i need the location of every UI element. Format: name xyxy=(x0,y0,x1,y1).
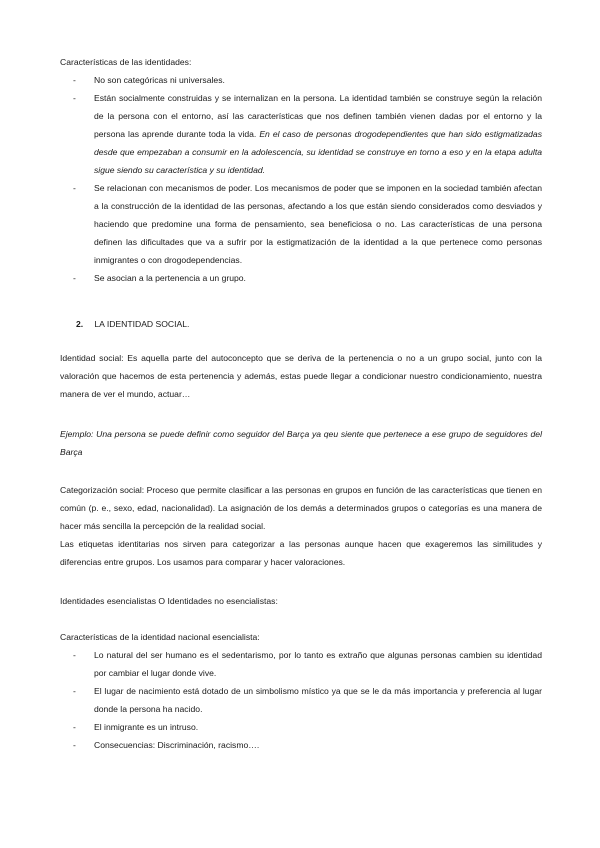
list-item-text: Se relacionan con mecanismos de poder. Los mecanismos de poder que se imponen en la sociedad también afectan a la construcción de la identidad de las personas, afectando a los que están siendo considerados como desviados y haciendo que predomine una forma de pensamiento, sea beneficiosa o no. Las características de una persona definen las dificultades que va a sufrir por la estigmatización de la identidad a la que pertenece como personas inmigrantes o con drogodependencias. xyxy=(94,183,542,265)
section-heading xyxy=(60,315,542,333)
list-item-text: Consecuencias: Discriminación, racismo…. xyxy=(94,740,260,750)
categorizacion-paragraph xyxy=(60,481,542,571)
section-title: Características de las identidades: xyxy=(60,57,192,67)
list-item xyxy=(60,682,542,718)
list-item-example: En el caso de personas drogodependientes que han sido estigmatizadas desde que empezaban a consumir en la adolescencia, su identidad se construye en torno a eso y en la etapa adulta sigue siendo su característica y su identidad. xyxy=(94,129,542,175)
list-item xyxy=(60,89,542,179)
example-text: Ejemplo: Una persona se puede definir como seguidor del Barça ya qeu siente que pertenece a ese grupo de seguidores del Barça xyxy=(60,429,542,457)
list-item xyxy=(60,179,542,269)
list-item xyxy=(60,71,542,89)
example-paragraph xyxy=(60,425,542,461)
list-item xyxy=(60,646,542,682)
list-item-text: Están socialmente construidas y se internalizan en la persona. La identidad también se construye según la relación de la persona con el entorno, así las características que nos definen también vienen dadas por el entorno y la persona las aprende durante toda la vida. xyxy=(94,93,542,139)
section-title: Características de la identidad nacional esencialista: xyxy=(60,632,260,642)
section-number: 2. xyxy=(76,319,84,329)
nacional-section xyxy=(60,628,542,754)
paragraph-text: Las etiquetas identitarias nos sirven para categorizar a las personas aunque hacen que exageremos las similitudes y diferencias entre grupos. Los usamos para comparar y hacer valoraciones. xyxy=(60,539,542,567)
esencialistas-title: Identidades esencialistas O Identidades no esencialistas: xyxy=(60,596,278,606)
list-item xyxy=(60,269,542,287)
list-item xyxy=(60,736,542,754)
list-item-text: El lugar de nacimiento está dotado de un simbolismo místico ya que se le da más importancia y preferencia al lugar donde la persona ha nacido. xyxy=(94,686,542,714)
list-item-text: Lo natural del ser humano es el sedentarismo, por lo tanto es extraño que algunas personas cambien su identidad por cambiar el lugar donde vive. xyxy=(94,650,542,678)
characteristics-list xyxy=(60,71,542,287)
esencialistas-title-block xyxy=(60,592,542,610)
paragraph-text: Categorización social: Proceso que permite clasificar a las personas en grupos en función de las características que tienen en común (p. e., sexo, edad, nacionalidad). La asignación de los demás a determinados grupos o categorías es una manera de hacer más sencilla la percepción de la realidad social. xyxy=(60,485,542,531)
nacional-list xyxy=(60,646,542,754)
characteristics-section xyxy=(60,53,542,287)
list-item-text: No son categóricas ni universales. xyxy=(94,75,225,85)
paragraph-text: Identidad social: Es aquella parte del autoconcepto que se deriva de la pertenencia o no a un grupo social, junto con la valoración que hacemos de esta pertenencia y además, estas puede llegar a condicionar nuestro condicionamiento, nuestra manera de ver el mundo, actuar… xyxy=(60,353,542,399)
section-heading-title: LA IDENTIDAD SOCIAL. xyxy=(94,319,190,329)
identidad-social-paragraph xyxy=(60,349,542,403)
list-item xyxy=(60,718,542,736)
list-item-text: Se asocian a la pertenencia a un grupo. xyxy=(94,273,246,283)
list-item-text: El inmigrante es un intruso. xyxy=(94,722,199,732)
